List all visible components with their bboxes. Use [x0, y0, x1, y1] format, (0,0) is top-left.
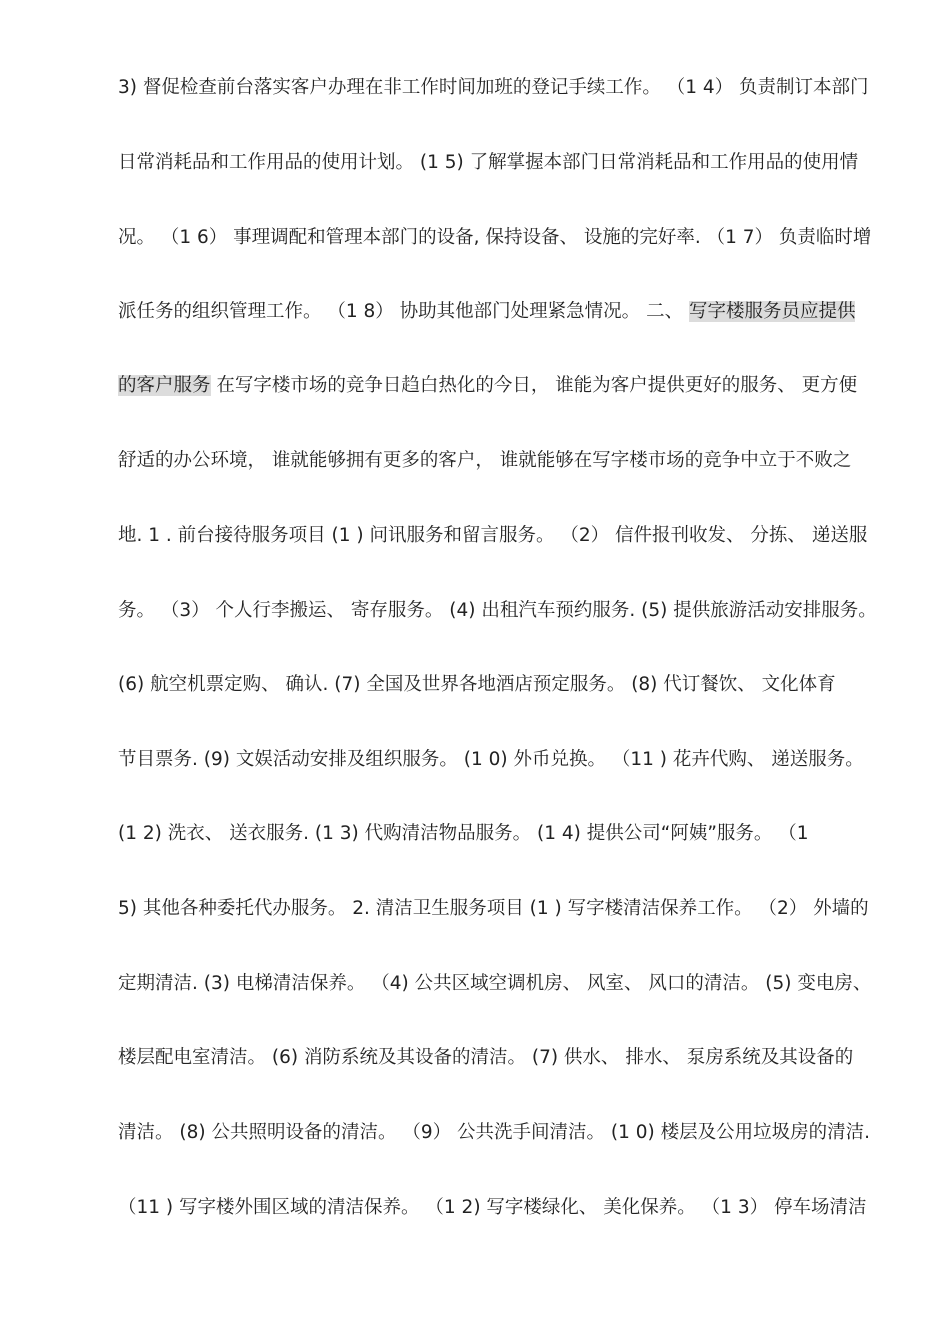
- text-line-4: [118, 299, 855, 325]
- highlighted-heading-part1: 写字楼服务员应提供: [688, 301, 856, 322]
- text-line-16: （11 ) 写字楼外围区域的清洁保养。 （1 2) 写字楼绿化、 美化保养。 （1 3） 停车场清洁: [118, 1197, 867, 1218]
- text-line-7: 地. 1 . 前台接待服务项目 (1 ) 问讯服务和留言服务。 （2） 信件报刊收发、 分拣、 递送服: [118, 525, 868, 546]
- highlighted-heading-part2: 的客户服务: [118, 375, 211, 396]
- text-line-15: 清洁。 (8) 公共照明设备的清洁。 （9） 公共洗手间清洁。 (1 0) 楼层及公用垃圾房的清洁.: [118, 1122, 870, 1143]
- text-line-5-text: 在写字楼市场的竞争日趋白热化的今日， 谁能为客户提供更好的服务、 更方便: [216, 375, 858, 396]
- text-line-1: 3) 督促检查前台落实客户办理在非工作时间加班的登记手续工作。 （1 4） 负责制订本部门: [118, 77, 869, 98]
- text-line-5: [118, 373, 857, 399]
- text-line-3: 况。 （1 6） 事理调配和管理本部门的设备, 保持设备、 设施的完好率. （1 7） 负责临时增: [118, 227, 872, 248]
- text-line-6: 舒适的办公环境， 谁就能够拥有更多的客户， 谁就能够在写字楼市场的竞争中立于不败之: [118, 450, 852, 471]
- text-line-9: (6) 航空机票定购、 确认. (7) 全国及世界各地酒店预定服务。 (8) 代订餐饮、 文化体育: [118, 674, 836, 695]
- text-line-14: 楼层配电室清洁。 (6) 消防系统及其设备的清洁。 (7) 供水、 排水、 泵房系统及其设备的: [118, 1047, 854, 1068]
- text-line-10: 节目票务. (9) 文娱活动安排及组织服务。 (1 0) 外币兑换。 （11 ) 花卉代购、 递送服务。: [118, 749, 864, 770]
- text-line-12: 5) 其他各种委托代办服务。 2. 清洁卫生服务项目 (1 ) 写字楼清洁保养工作。 （2） 外墙的: [118, 898, 869, 919]
- text-line-2: 日常消耗品和工作用品的使用计划。 (1 5) 了解掌握本部门日常消耗品和工作用品的使用情: [118, 152, 859, 173]
- text-line-11: (1 2) 洗衣、 送衣服务. (1 3) 代购清洁物品服务。 (1 4) 提供公司“阿姨”服务。 （1: [118, 823, 809, 844]
- text-line-4-text: 派任务的组织管理工作。 （1 8） 协助其他部门处理紧急情况。 二、: [118, 301, 684, 322]
- text-line-8: 务。 （3） 个人行李搬运、 寄存服务。 (4) 出租汽车预约服务. (5) 提供旅游活动安排服务。: [118, 600, 877, 621]
- text-line-13: 定期清洁. (3) 电梯清洁保养。 （4) 公共区域空调机房、 风室、 风口的清洁。 (5) 变电房、: [118, 973, 872, 994]
